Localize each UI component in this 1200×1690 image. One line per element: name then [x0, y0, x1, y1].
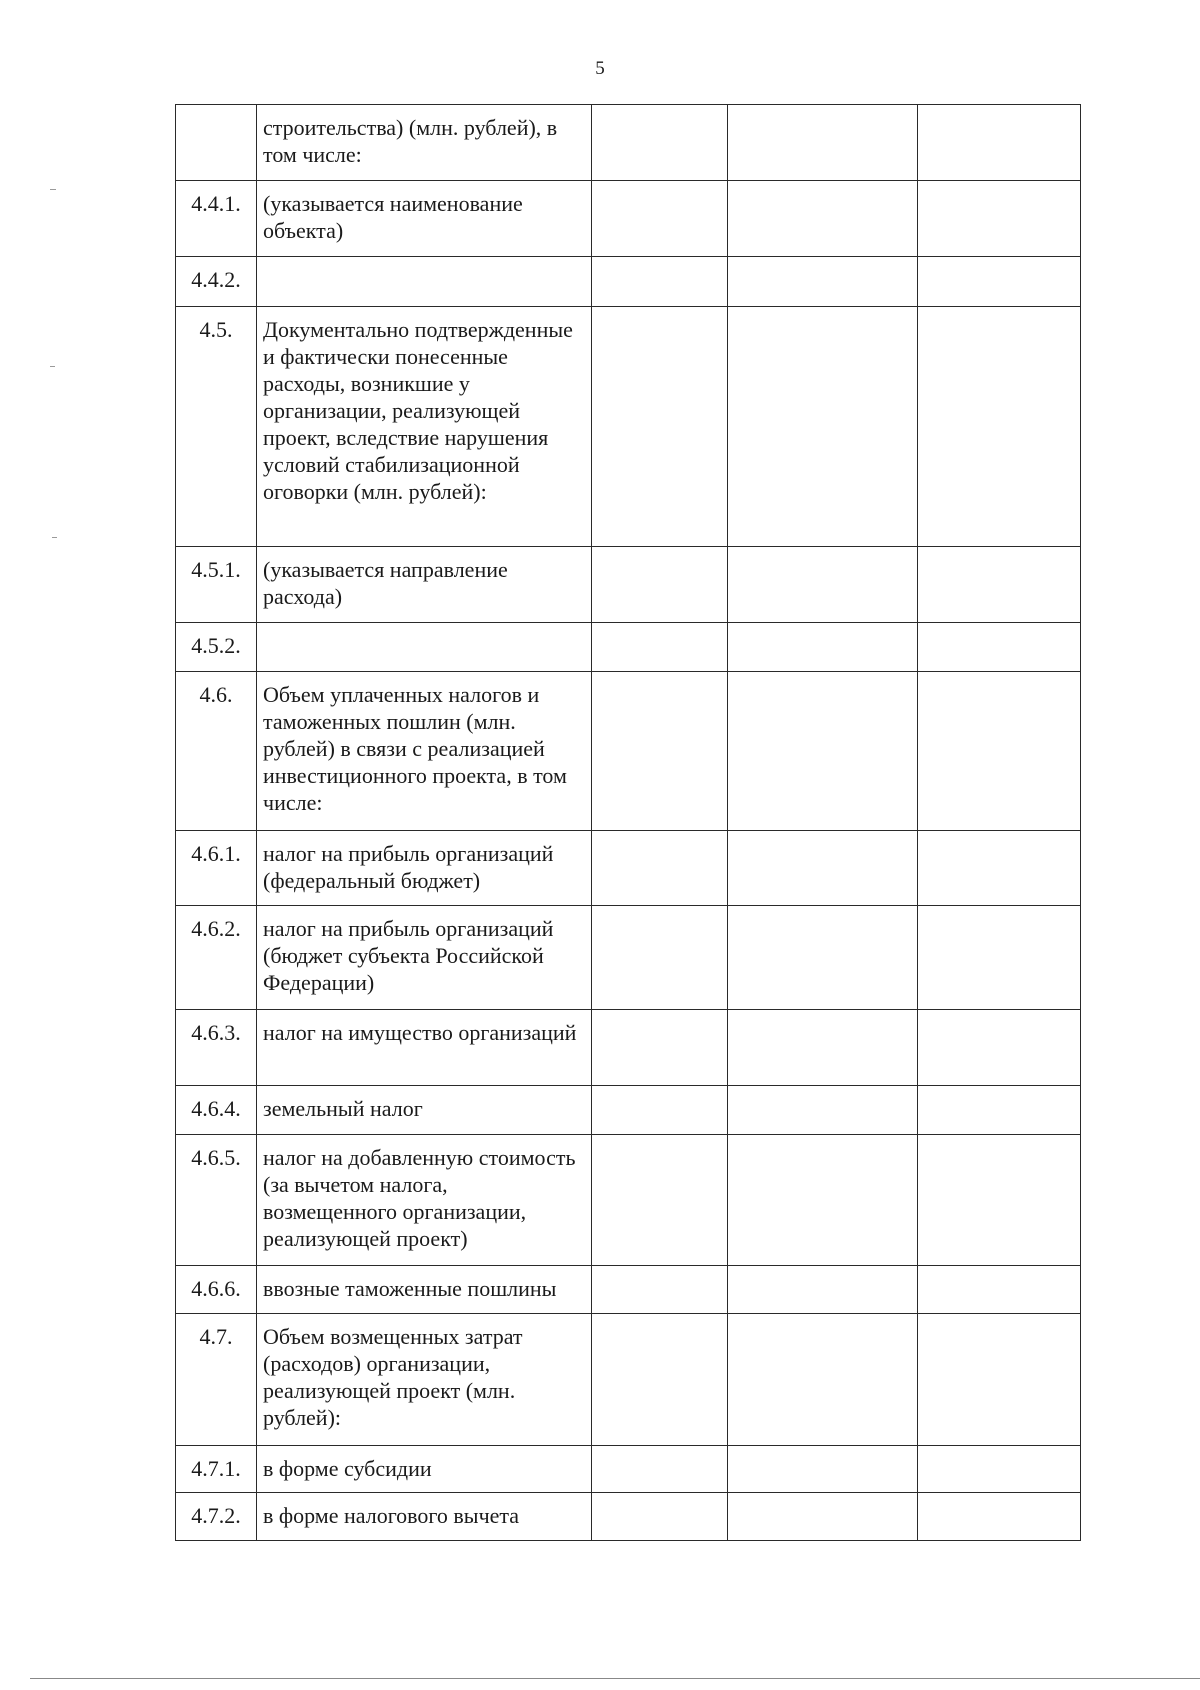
table-row	[176, 672, 1081, 831]
indicator-name-cell: (указывается направление расхода)	[257, 547, 592, 623]
indicator-name-cell: ввозные таможенные пошлины	[257, 1266, 592, 1314]
table-row	[176, 1314, 1081, 1446]
value-cell-3	[918, 1135, 1081, 1266]
indicator-name-cell	[257, 623, 592, 672]
row-number-cell: 4.4.2.	[176, 257, 257, 307]
page-number: 5	[595, 58, 605, 79]
row-number-cell: 4.7.	[176, 1314, 257, 1446]
value-cell-3	[918, 831, 1081, 906]
row-number-cell: 4.6.2.	[176, 906, 257, 1010]
value-cell-2	[728, 672, 918, 831]
indicator-name-cell: налог на имущество организаций	[257, 1010, 592, 1086]
indicator-name-cell	[257, 257, 592, 307]
value-cell-2	[728, 1135, 918, 1266]
value-cell-1	[592, 307, 728, 547]
value-cell-2	[728, 307, 918, 547]
indicator-name-cell: Документально подтвержденные и фактически понесенные расходы, возникшие у организации, реализующей проект, вследствие нарушения условий стабилизационной оговорки (млн. рублей):	[257, 307, 592, 547]
table-row	[176, 1010, 1081, 1086]
row-number-cell: 4.5.1.	[176, 547, 257, 623]
value-cell-1	[592, 1010, 728, 1086]
value-cell-2	[728, 257, 918, 307]
value-cell-3	[918, 1314, 1081, 1446]
row-number-cell	[176, 105, 257, 181]
value-cell-1	[592, 257, 728, 307]
value-cell-2	[728, 547, 918, 623]
row-number-cell: 4.6.4.	[176, 1086, 257, 1135]
table-row	[176, 181, 1081, 257]
row-number-cell: 4.6.6.	[176, 1266, 257, 1314]
indicator-name-cell: (указывается наименование объекта)	[257, 181, 592, 257]
value-cell-2	[728, 1010, 918, 1086]
indicator-name-cell: налог на прибыль организаций (бюджет субъекта Российской Федерации)	[257, 906, 592, 1010]
table-row	[176, 831, 1081, 906]
table-body	[176, 105, 1081, 1541]
value-cell-2	[728, 906, 918, 1010]
table-row	[176, 547, 1081, 623]
value-cell-3	[918, 1010, 1081, 1086]
value-cell-1	[592, 1446, 728, 1493]
table-row	[176, 623, 1081, 672]
value-cell-2	[728, 623, 918, 672]
value-cell-2	[728, 1493, 918, 1541]
margin-mark	[50, 366, 55, 367]
value-cell-1	[592, 672, 728, 831]
indicator-name-cell: налог на добавленную стоимость (за вычетом налога, возмещенного организации, реализующей проект)	[257, 1135, 592, 1266]
row-number-cell: 4.4.1.	[176, 181, 257, 257]
value-cell-3	[918, 307, 1081, 547]
indicator-name-cell: налог на прибыль организаций (федеральный бюджет)	[257, 831, 592, 906]
value-cell-1	[592, 1314, 728, 1446]
value-cell-2	[728, 1446, 918, 1493]
table-row	[176, 906, 1081, 1010]
value-cell-1	[592, 831, 728, 906]
table-row	[176, 1446, 1081, 1493]
value-cell-1	[592, 547, 728, 623]
table-row	[176, 307, 1081, 547]
table-row	[176, 105, 1081, 181]
value-cell-3	[918, 105, 1081, 181]
value-cell-3	[918, 547, 1081, 623]
table-row	[176, 257, 1081, 307]
table-row	[176, 1086, 1081, 1135]
table-row	[176, 1266, 1081, 1314]
value-cell-2	[728, 181, 918, 257]
indicator-name-cell: Объем возмещенных затрат (расходов) организации, реализующей проект (млн. рублей):	[257, 1314, 592, 1446]
value-cell-3	[918, 1493, 1081, 1541]
indicator-name-cell: Объем уплаченных налогов и таможенных пошлин (млн. рублей) в связи с реализацией инвестиционного проекта, в том числе:	[257, 672, 592, 831]
value-cell-3	[918, 623, 1081, 672]
value-cell-1	[592, 906, 728, 1010]
table-row	[176, 1135, 1081, 1266]
indicator-name-cell: строительства) (млн. рублей), в том числе:	[257, 105, 592, 181]
value-cell-3	[918, 1086, 1081, 1135]
value-cell-2	[728, 831, 918, 906]
indicator-name-cell: в форме субсидии	[257, 1446, 592, 1493]
row-number-cell: 4.6.1.	[176, 831, 257, 906]
margin-mark	[50, 189, 56, 190]
value-cell-2	[728, 1314, 918, 1446]
indicator-name-cell: земельный налог	[257, 1086, 592, 1135]
value-cell-2	[728, 1086, 918, 1135]
value-cell-3	[918, 1446, 1081, 1493]
value-cell-1	[592, 105, 728, 181]
value-cell-3	[918, 181, 1081, 257]
indicator-name-cell: в форме налогового вычета	[257, 1493, 592, 1541]
row-number-cell: 4.7.1.	[176, 1446, 257, 1493]
value-cell-1	[592, 1135, 728, 1266]
value-cell-1	[592, 1493, 728, 1541]
value-cell-1	[592, 1086, 728, 1135]
row-number-cell: 4.6.3.	[176, 1010, 257, 1086]
row-number-cell: 4.5.	[176, 307, 257, 547]
value-cell-1	[592, 181, 728, 257]
row-number-cell: 4.7.2.	[176, 1493, 257, 1541]
value-cell-1	[592, 623, 728, 672]
row-number-cell: 4.6.	[176, 672, 257, 831]
value-cell-3	[918, 1266, 1081, 1314]
value-cell-2	[728, 105, 918, 181]
value-cell-2	[728, 1266, 918, 1314]
page-bottom-rule	[30, 1678, 1200, 1679]
table-row	[176, 1493, 1081, 1541]
value-cell-3	[918, 257, 1081, 307]
value-cell-1	[592, 1266, 728, 1314]
value-cell-3	[918, 906, 1081, 1010]
indicators-table	[175, 104, 1081, 1541]
row-number-cell: 4.5.2.	[176, 623, 257, 672]
row-number-cell: 4.6.5.	[176, 1135, 257, 1266]
margin-mark	[52, 537, 57, 538]
value-cell-3	[918, 672, 1081, 831]
